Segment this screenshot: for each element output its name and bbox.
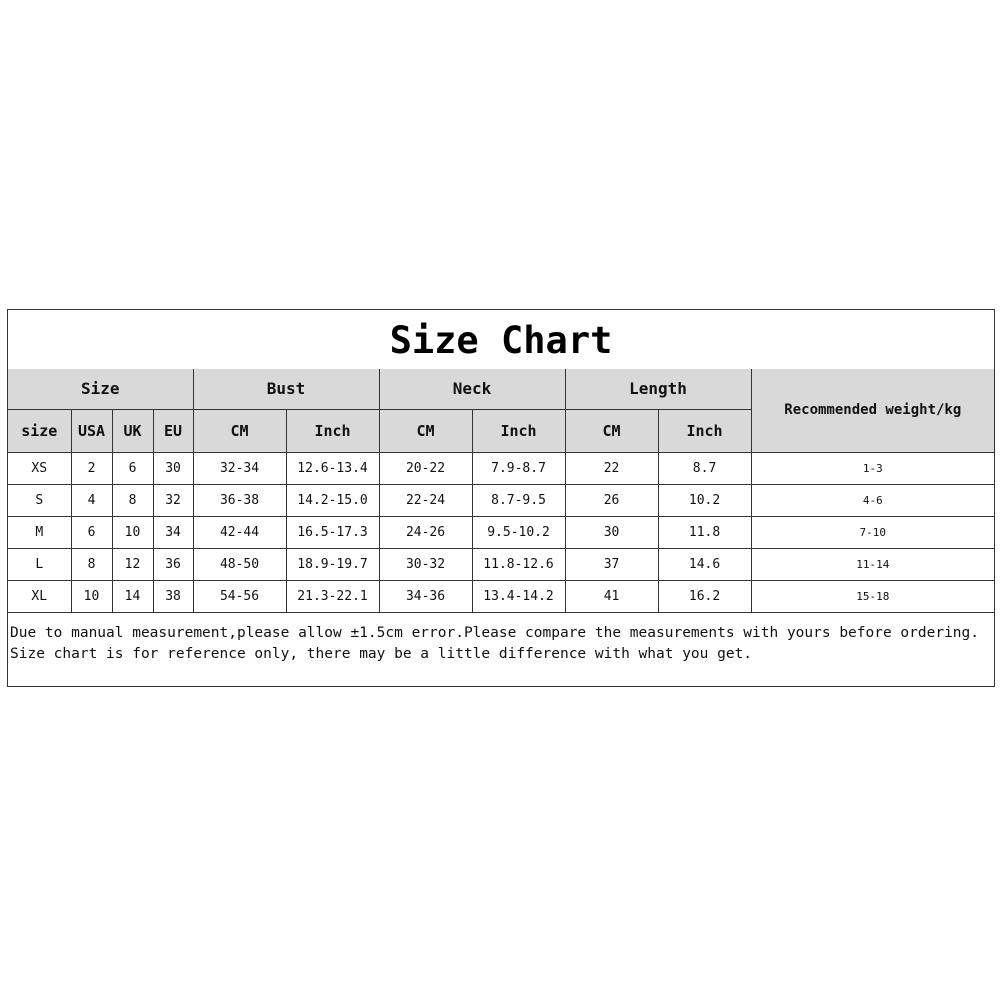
cell-eu: 32 — [153, 484, 193, 516]
cell-uk: 8 — [112, 484, 153, 516]
group-neck: Neck — [379, 369, 565, 409]
cell-weight: 4-6 — [751, 484, 994, 516]
size-chart — [7, 309, 995, 687]
cell-length-cm: 30 — [565, 516, 658, 548]
cell-eu: 38 — [153, 580, 193, 612]
cell-neck-inch: 11.8-12.6 — [472, 548, 565, 580]
cell-bust-cm: 32-34 — [193, 452, 286, 484]
cell-weight: 7-10 — [751, 516, 994, 548]
cell-eu: 36 — [153, 548, 193, 580]
size-table — [8, 369, 994, 613]
cell-usa: 10 — [71, 580, 112, 612]
cell-neck-cm: 20-22 — [379, 452, 472, 484]
cell-neck-cm: 24-26 — [379, 516, 472, 548]
subheader-bust-inch: Inch — [286, 409, 379, 452]
subheader-neck-inch: Inch — [472, 409, 565, 452]
subheader-length-inch: Inch — [658, 409, 751, 452]
cell-neck-cm: 22-24 — [379, 484, 472, 516]
cell-usa: 4 — [71, 484, 112, 516]
cell-size: S — [8, 484, 71, 516]
table-row — [8, 580, 994, 612]
cell-eu: 30 — [153, 452, 193, 484]
subheader-bust-cm: CM — [193, 409, 286, 452]
cell-bust-cm: 36-38 — [193, 484, 286, 516]
note-line-1: Due to manual measurement,please allow ±1.5cm error.Please compare the measurements with yours before ordering. — [10, 625, 980, 641]
table-row — [8, 452, 994, 484]
cell-usa: 6 — [71, 516, 112, 548]
cell-bust-inch: 21.3-22.1 — [286, 580, 379, 612]
cell-length-cm: 26 — [565, 484, 658, 516]
cell-weight: 15-18 — [751, 580, 994, 612]
cell-bust-cm: 54-56 — [193, 580, 286, 612]
cell-size: M — [8, 516, 71, 548]
cell-length-cm: 41 — [565, 580, 658, 612]
cell-bust-cm: 48-50 — [193, 548, 286, 580]
cell-bust-inch: 18.9-19.7 — [286, 548, 379, 580]
cell-bust-inch: 16.5-17.3 — [286, 516, 379, 548]
cell-size: XS — [8, 452, 71, 484]
cell-uk: 10 — [112, 516, 153, 548]
cell-neck-inch: 13.4-14.2 — [472, 580, 565, 612]
group-weight: Recommended weight/kg — [751, 369, 994, 452]
cell-length-inch: 11.8 — [658, 516, 751, 548]
note-line-2: Size chart is for reference only, there may be a little difference with what you get. — [10, 646, 753, 662]
cell-bust-cm: 42-44 — [193, 516, 286, 548]
measurement-notes — [8, 612, 994, 686]
subheader-neck-cm: CM — [379, 409, 472, 452]
cell-weight: 11-14 — [751, 548, 994, 580]
cell-neck-inch: 9.5-10.2 — [472, 516, 565, 548]
subheader-size: size — [8, 409, 71, 452]
table-row — [8, 516, 994, 548]
cell-length-cm: 37 — [565, 548, 658, 580]
subheader-length-cm: CM — [565, 409, 658, 452]
cell-bust-inch: 14.2-15.0 — [286, 484, 379, 516]
group-bust: Bust — [193, 369, 379, 409]
table-row — [8, 548, 994, 580]
cell-neck-inch: 7.9-8.7 — [472, 452, 565, 484]
chart-title: Size Chart — [8, 310, 994, 370]
cell-length-cm: 22 — [565, 452, 658, 484]
cell-usa: 8 — [71, 548, 112, 580]
cell-weight: 1-3 — [751, 452, 994, 484]
cell-eu: 34 — [153, 516, 193, 548]
cell-length-inch: 10.2 — [658, 484, 751, 516]
cell-length-inch: 14.6 — [658, 548, 751, 580]
cell-size: L — [8, 548, 71, 580]
cell-uk: 6 — [112, 452, 153, 484]
cell-length-inch: 16.2 — [658, 580, 751, 612]
cell-length-inch: 8.7 — [658, 452, 751, 484]
subheader-uk: UK — [112, 409, 153, 452]
cell-neck-cm: 30-32 — [379, 548, 472, 580]
cell-neck-cm: 34-36 — [379, 580, 472, 612]
cell-size: XL — [8, 580, 71, 612]
group-header-row — [8, 369, 994, 409]
cell-uk: 14 — [112, 580, 153, 612]
group-size: Size — [8, 369, 193, 409]
subheader-usa: USA — [71, 409, 112, 452]
table-row — [8, 484, 994, 516]
cell-uk: 12 — [112, 548, 153, 580]
cell-bust-inch: 12.6-13.4 — [286, 452, 379, 484]
cell-neck-inch: 8.7-9.5 — [472, 484, 565, 516]
group-length: Length — [565, 369, 751, 409]
subheader-eu: EU — [153, 409, 193, 452]
cell-usa: 2 — [71, 452, 112, 484]
